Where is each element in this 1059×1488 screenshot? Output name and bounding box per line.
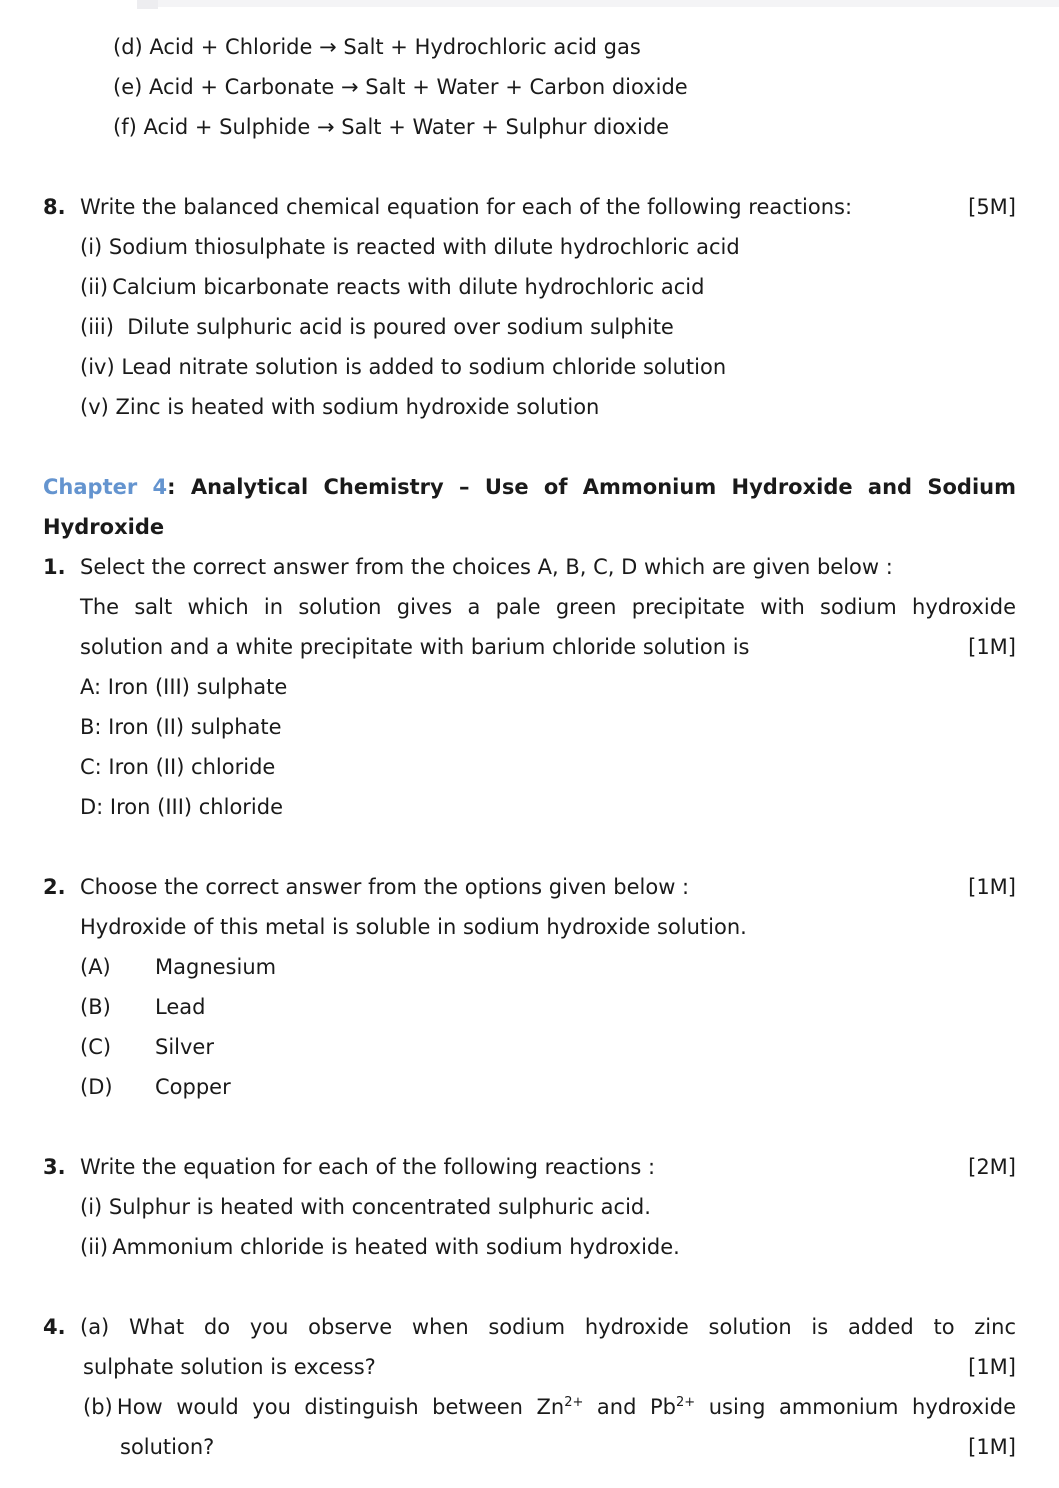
- question-1-body-line1: The salt which in solution gives a pale green precipitate with sodium hydroxide: [80, 595, 1016, 619]
- question-2-option: [43, 947, 1016, 987]
- question-2-option: [43, 1027, 1016, 1067]
- page-edge-notch: [137, 0, 158, 9]
- subitem-text: (v) Zinc is heated with sodium hydroxide solution: [80, 395, 600, 419]
- marks-label: [1M]: [968, 1435, 1016, 1459]
- question-1-prompt-row: [43, 547, 1016, 587]
- option-text: A: Iron (III) sulphate: [80, 675, 288, 699]
- question-prompt: Choose the correct answer from the options given below :: [80, 875, 690, 899]
- question-8-subitem: [43, 227, 1016, 267]
- question-1-body-line2: [43, 627, 1016, 667]
- reaction-line-text: (d) Acid + Chloride → Salt + Hydrochloric acid gas: [113, 35, 641, 59]
- question-3: [43, 1147, 1016, 1267]
- question-4b-line1: [43, 1387, 1016, 1427]
- question-2: [43, 867, 1016, 1107]
- option-text: Copper: [155, 1075, 231, 1099]
- subitem-text: (ii) Ammonium chloride is heated with sodium hydroxide.: [80, 1235, 680, 1259]
- question-4b-text-cont: solution?: [120, 1435, 215, 1459]
- chapter-label: Chapter 4: [43, 475, 168, 499]
- question-1-option: [43, 667, 1016, 707]
- option-text: Silver: [155, 1035, 214, 1059]
- option-label: (D): [80, 1075, 113, 1099]
- subitem-text: (iii) Dilute sulphuric acid is poured over sodium sulphite: [80, 315, 674, 339]
- question-4b-prefix: (b) How would you distinguish between Zn: [83, 1395, 565, 1419]
- question-number: 8.: [43, 195, 66, 219]
- option-label: (C): [80, 1035, 112, 1059]
- question-prompt: Write the equation for each of the following reactions :: [80, 1155, 656, 1179]
- marks-label: [1M]: [968, 1355, 1016, 1379]
- subitem-text: (i) Sulphur is heated with concentrated sulphuric acid.: [80, 1195, 651, 1219]
- question-4b-line2: [43, 1427, 1016, 1467]
- option-label: (B): [80, 995, 111, 1019]
- reaction-line-text: (e) Acid + Carbonate → Salt + Water + Carbon dioxide: [113, 75, 688, 99]
- question-1: [43, 547, 1016, 827]
- question-1-option: [43, 787, 1016, 827]
- marks-label: [1M]: [968, 635, 1016, 659]
- question-3-subitem: [43, 1227, 1016, 1267]
- chapter-heading: [43, 467, 1016, 547]
- question-2-option: [43, 987, 1016, 1027]
- question-3-subitem: [43, 1187, 1016, 1227]
- question-1-option: [43, 747, 1016, 787]
- chapter-colon: :: [167, 475, 176, 499]
- chapter-heading-line1: [43, 467, 1016, 507]
- marks-label: [5M]: [968, 195, 1016, 219]
- question-2-option: [43, 1067, 1016, 1107]
- question-4a-line2: [43, 1347, 1016, 1387]
- question-number: 3.: [43, 1155, 66, 1179]
- question-number: 4.: [43, 1315, 66, 1339]
- question-1-option: [43, 707, 1016, 747]
- option-text: C: Iron (II) chloride: [80, 755, 276, 779]
- reaction-line: [43, 67, 1016, 107]
- question-8-subitem: [43, 387, 1016, 427]
- subitem-text: (iv) Lead nitrate solution is added to sodium chloride solution: [80, 355, 727, 379]
- option-text: Magnesium: [155, 955, 277, 979]
- chapter-title-rest: Analytical Chemistry – Use of Ammonium Hydroxide and Sodium: [190, 475, 1016, 499]
- superscript-ion-charge: 2+: [675, 1395, 696, 1410]
- question-8-subitem: [43, 267, 1016, 307]
- question-4: [43, 1307, 1016, 1467]
- page-edge-strip: [137, 0, 1059, 7]
- option-text: D: Iron (III) chloride: [80, 795, 284, 819]
- reaction-line: [43, 27, 1016, 67]
- reaction-line: [43, 107, 1016, 147]
- question-2-subtitle: Hydroxide of this metal is soluble in sodium hydroxide solution.: [80, 915, 747, 939]
- question-8-prompt-row: [43, 187, 1016, 227]
- question-4b-mid: and Pb: [583, 1395, 676, 1419]
- question-8-subitem: [43, 307, 1016, 347]
- question-number: 2.: [43, 875, 66, 899]
- question-number: 1.: [43, 555, 66, 579]
- reaction-scheme-list: [43, 27, 1016, 147]
- option-text: B: Iron (II) sulphate: [80, 715, 282, 739]
- question-4a-text: (a) What do you observe when sodium hydroxide solution is added to zinc: [80, 1315, 1016, 1339]
- subitem-text: (ii) Calcium bicarbonate reacts with dilute hydrochloric acid: [80, 275, 705, 299]
- question-2-prompt-row: [43, 867, 1016, 907]
- question-4b-suffix: using ammonium hydroxide: [695, 1395, 1016, 1419]
- chapter-heading-line2: Hydroxide: [43, 515, 165, 539]
- question-4a-line1: [43, 1307, 1016, 1347]
- marks-label: [1M]: [968, 875, 1016, 899]
- option-text: Lead: [155, 995, 206, 1019]
- question-8: [43, 187, 1016, 427]
- question-3-prompt-row: [43, 1147, 1016, 1187]
- reaction-line-text: (f) Acid + Sulphide → Salt + Water + Sulphur dioxide: [113, 115, 670, 139]
- superscript-ion-charge: 2+: [564, 1395, 584, 1410]
- question-prompt: Write the balanced chemical equation for each of the following reactions:: [80, 195, 853, 219]
- subitem-text: (i) Sodium thiosulphate is reacted with dilute hydrochloric acid: [80, 235, 740, 259]
- question-8-subitem: [43, 347, 1016, 387]
- marks-label: [2M]: [968, 1155, 1016, 1179]
- option-label: (A): [80, 955, 111, 979]
- question-body-text: solution and a white precipitate with barium chloride solution is: [80, 635, 750, 659]
- question-4a-text-cont: sulphate solution is excess?: [83, 1355, 376, 1379]
- question-prompt: Select the correct answer from the choices A, B, C, D which are given below :: [80, 555, 893, 579]
